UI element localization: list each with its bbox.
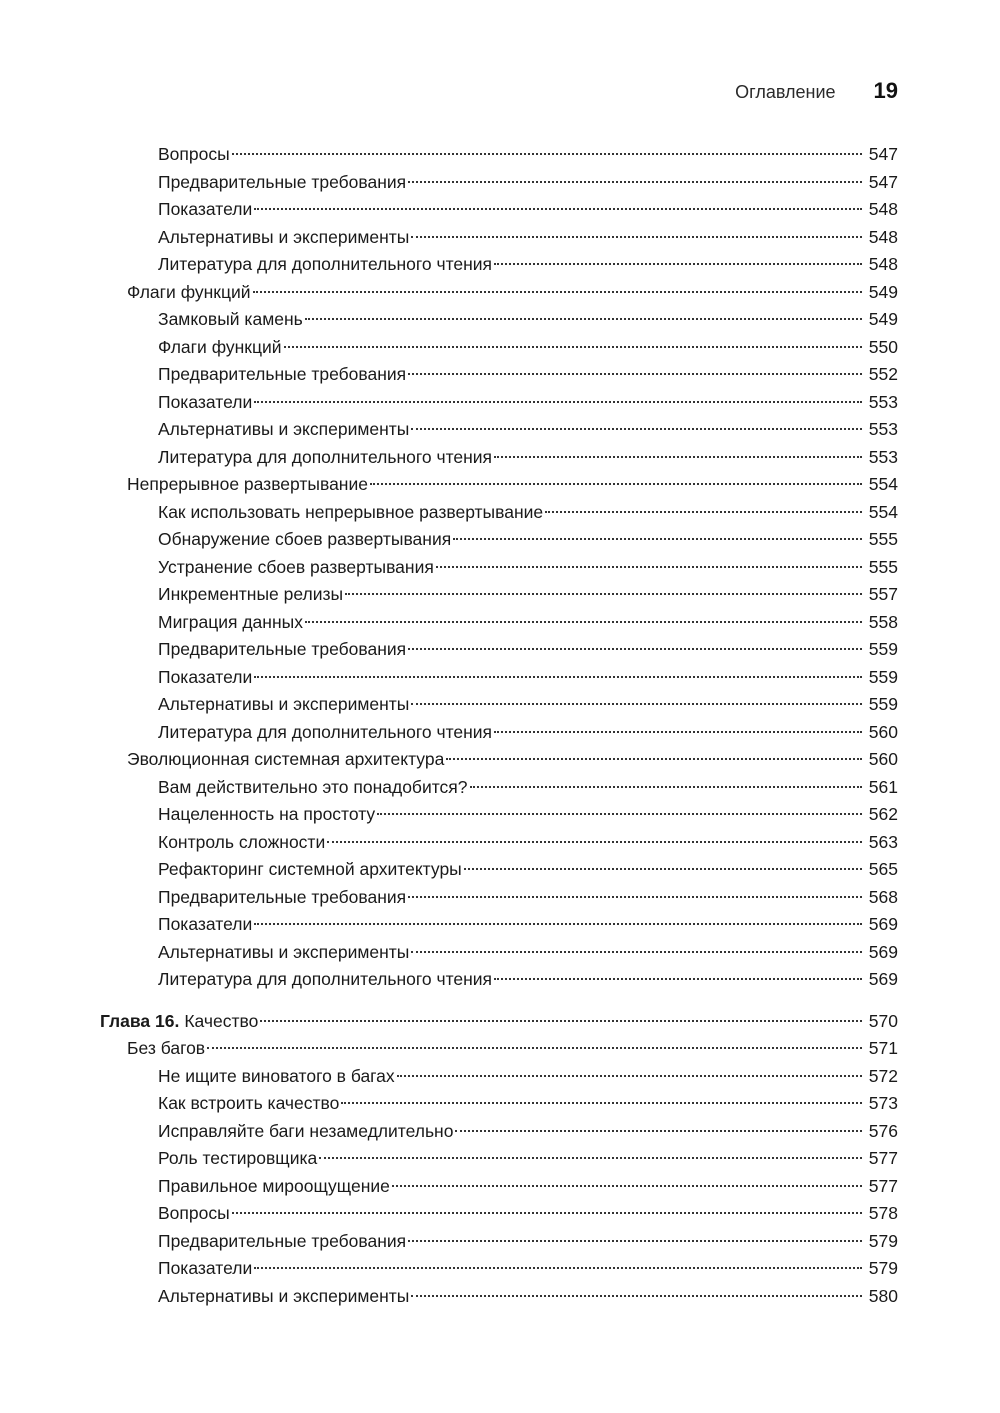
toc-subsection-entry [100, 581, 898, 609]
dot-leader [232, 1212, 862, 1214]
toc-entry-title: Предварительные требования [158, 364, 407, 384]
toc-entry-page: 579 [868, 1258, 898, 1278]
toc-entry-title: Эволюционная системная архитектура [127, 749, 445, 769]
toc-entry-title: Нацеленность на простоту [158, 804, 376, 824]
dot-leader [254, 923, 862, 925]
dot-leader [455, 1130, 862, 1132]
toc-entry-title: Показатели [158, 199, 253, 219]
toc-entry-title: Правильное мироощущение [158, 1175, 390, 1196]
toc-entry-page: 553 [868, 446, 898, 467]
dot-leader [408, 181, 862, 183]
dot-leader [392, 1185, 862, 1187]
toc-subsection-entry [100, 251, 898, 279]
toc-subsection-entry [100, 334, 898, 362]
toc-entry-title: Литература для дополнительного чтения [158, 254, 493, 274]
toc-entry-page: 569 [868, 914, 898, 934]
dot-leader [470, 786, 863, 788]
toc-entry-page: 573 [868, 1093, 898, 1113]
toc-entry-page: 550 [868, 336, 898, 357]
dot-leader [411, 1295, 862, 1297]
dot-leader [494, 978, 862, 980]
toc-entry-page: 579 [868, 1230, 898, 1251]
dot-leader [411, 428, 862, 430]
toc-entry-title: Альтернативы и эксперименты [158, 941, 410, 962]
toc-entry-title: Предварительные требования [158, 171, 407, 192]
running-head-title: Оглавление [735, 82, 836, 102]
toc-entry-title: Альтернативы и эксперименты [158, 694, 410, 714]
page-number: 19 [873, 78, 898, 103]
toc-entry-page: 560 [868, 721, 898, 742]
toc-entry-page: 555 [868, 556, 898, 577]
toc-entry-page: 562 [868, 804, 898, 824]
dot-leader [494, 731, 862, 733]
toc-entry-title: Обнаружение сбоев развертывания [158, 529, 452, 549]
toc-entry-page: 577 [868, 1175, 898, 1196]
dot-leader [397, 1075, 862, 1077]
toc-subsection-entry [100, 1173, 898, 1201]
toc-entry-title: Вопросы [158, 1203, 230, 1223]
dot-leader [305, 621, 862, 623]
dot-leader [284, 346, 862, 348]
toc-subsection-entry [100, 636, 898, 664]
toc-entry-page: 549 [868, 309, 898, 329]
toc-entry-title: Контроль сложности [158, 831, 326, 852]
toc-entry-title: Не ищите виноватого в багах [158, 1065, 395, 1086]
toc-entry-page: 555 [868, 529, 898, 549]
dot-leader [494, 263, 862, 265]
toc-entry-page: 553 [868, 391, 898, 412]
toc-entry-title: Литература для дополнительного чтения [158, 446, 493, 467]
toc-section-entry [100, 746, 898, 774]
toc-entry-page: 561 [868, 776, 898, 797]
toc-subsection-entry [100, 691, 898, 719]
toc-entry-page: 569 [868, 969, 898, 989]
toc-entry-title: Предварительные требования [158, 886, 407, 907]
toc-subsection-entry [100, 829, 898, 857]
toc-subsection-entry [100, 444, 898, 472]
toc-subsection-entry [100, 1090, 898, 1118]
toc-entry-title: Предварительные требования [158, 639, 407, 659]
toc-entry-page: 554 [868, 501, 898, 522]
toc-entry-title: Непрерывное развертывание [127, 474, 368, 494]
toc-entry-page: 549 [868, 281, 898, 302]
toc-section-entry [100, 1035, 898, 1063]
dot-leader [319, 1157, 862, 1159]
toc-subsection-entry [100, 856, 898, 884]
dot-leader [411, 236, 862, 238]
toc-subsection-entry [100, 1255, 898, 1283]
dot-leader [254, 208, 862, 210]
toc-entry-page: 559 [868, 666, 898, 687]
toc-subsection-entry [100, 224, 898, 252]
dot-leader [341, 1102, 862, 1104]
toc-subsection-entry [100, 911, 898, 939]
toc-entry-title: Флаги функций [127, 281, 251, 302]
dot-leader [408, 648, 862, 650]
toc-entry-page: 569 [868, 941, 898, 962]
toc-entry-page: 572 [868, 1065, 898, 1086]
toc-entry-page: 557 [868, 584, 898, 604]
toc-entry-title: Роль тестировщика [158, 1148, 318, 1168]
toc-entry-page: 548 [868, 199, 898, 219]
toc-subsection-entry [100, 499, 898, 527]
toc-subsection-entry [100, 1228, 898, 1256]
dot-leader [253, 291, 862, 293]
dot-leader [377, 813, 862, 815]
toc-subsection-entry [100, 141, 898, 169]
dot-leader [305, 318, 862, 320]
toc-entry-title: Вопросы [158, 144, 230, 164]
toc-entry-page: 554 [868, 474, 898, 494]
dot-leader [254, 676, 862, 678]
toc-entry-title: Показатели [158, 1258, 253, 1278]
dot-leader [232, 153, 862, 155]
toc-entry-page: 576 [868, 1120, 898, 1141]
toc-entry-page: 560 [868, 749, 898, 769]
toc-entry-page: 565 [868, 859, 898, 879]
dot-leader [453, 538, 862, 540]
toc-entry-title: Как встроить качество [158, 1093, 340, 1113]
toc-entry-title: Литература для дополнительного чтения [158, 721, 493, 742]
dot-leader [254, 1267, 862, 1269]
toc-entry-title: Литература для дополнительного чтения [158, 969, 493, 989]
toc-entry-page: 558 [868, 611, 898, 632]
toc-entry-page: 580 [868, 1285, 898, 1306]
table-of-contents [100, 141, 898, 1310]
toc-entry-title: Миграция данных [158, 611, 303, 632]
toc-subsection-entry [100, 1118, 898, 1146]
dot-leader [436, 566, 862, 568]
toc-subsection-entry [100, 1145, 898, 1173]
dot-leader [408, 1240, 862, 1242]
toc-subsection-entry [100, 801, 898, 829]
toc-entry-page: 568 [868, 886, 898, 907]
dot-leader [370, 483, 862, 485]
toc-entry-title: Альтернативы и эксперименты [158, 1285, 410, 1306]
toc-entry-page: 548 [868, 254, 898, 274]
dot-leader [408, 896, 862, 898]
toc-entry-page: 577 [868, 1148, 898, 1168]
dot-leader [494, 456, 862, 458]
toc-subsection-entry [100, 664, 898, 692]
toc-subsection-entry [100, 416, 898, 444]
toc-subsection-entry [100, 196, 898, 224]
toc-entry-title: Замковый камень [158, 309, 303, 329]
dot-leader [408, 373, 862, 375]
toc-subsection-entry [100, 554, 898, 582]
toc-entry-title: Устранение сбоев развертывания [158, 556, 434, 577]
toc-section-entry [100, 471, 898, 499]
toc-entry-page: 553 [868, 419, 898, 439]
toc-entry-page: 571 [868, 1038, 898, 1058]
toc-subsection-entry [100, 1063, 898, 1091]
toc-entry-title: Показатели [158, 666, 253, 687]
toc-entry-title: Предварительные требования [158, 1230, 407, 1251]
toc-section-entry [100, 279, 898, 307]
toc-subsection-entry [100, 966, 898, 994]
toc-entry-title: Флаги функций [158, 336, 282, 357]
dot-leader [545, 511, 862, 513]
toc-entry-page: 547 [868, 144, 898, 164]
toc-entry-page: 552 [868, 364, 898, 384]
toc-entry-title: Качество [184, 1010, 259, 1031]
toc-entry-title: Инкрементные релизы [158, 584, 344, 604]
dot-leader [464, 868, 862, 870]
toc-entry-title: Показатели [158, 914, 253, 934]
toc-subsection-entry [100, 389, 898, 417]
toc-entry-page: 559 [868, 639, 898, 659]
dot-leader [207, 1047, 862, 1049]
dot-leader [446, 758, 862, 760]
toc-entry-title: Исправляйте баги незамедлительно [158, 1120, 454, 1141]
running-head [100, 78, 898, 108]
toc-entry-page: 578 [868, 1203, 898, 1223]
toc-entry-title: Альтернативы и эксперименты [158, 419, 410, 439]
toc-subsection-entry [100, 609, 898, 637]
toc-chapter-entry [100, 1008, 898, 1036]
toc-entry-title: Вам действительно это понадобится? [158, 776, 468, 797]
toc-entry-page: 559 [868, 694, 898, 714]
toc-subsection-entry [100, 884, 898, 912]
dot-leader [411, 703, 862, 705]
toc-entry-page: 547 [868, 171, 898, 192]
toc-entry-title: Рефакторинг системной архитектуры [158, 859, 462, 879]
toc-entry-title: Показатели [158, 391, 253, 412]
toc-entry-title: Без багов [127, 1038, 206, 1058]
toc-subsection-entry [100, 774, 898, 802]
toc-subsection-entry [100, 719, 898, 747]
toc-entry-page: 563 [868, 831, 898, 852]
dot-leader [254, 401, 862, 403]
toc-subsection-entry [100, 361, 898, 389]
dot-leader [327, 841, 862, 843]
toc-entry-title: Как использовать непрерывное развертывание [158, 501, 544, 522]
dot-leader [411, 951, 862, 953]
toc-subsection-entry [100, 939, 898, 967]
toc-subsection-entry [100, 526, 898, 554]
toc-entry-title: Альтернативы и эксперименты [158, 226, 410, 247]
dot-leader [260, 1020, 862, 1022]
toc-subsection-entry [100, 306, 898, 334]
toc-subsection-entry [100, 169, 898, 197]
toc-subsection-entry [100, 1283, 898, 1311]
toc-entry-page: 548 [868, 226, 898, 247]
toc-chapter-number: Глава 16. [100, 1010, 180, 1031]
toc-subsection-entry [100, 1200, 898, 1228]
dot-leader [345, 593, 862, 595]
toc-entry-page: 570 [868, 1010, 898, 1031]
